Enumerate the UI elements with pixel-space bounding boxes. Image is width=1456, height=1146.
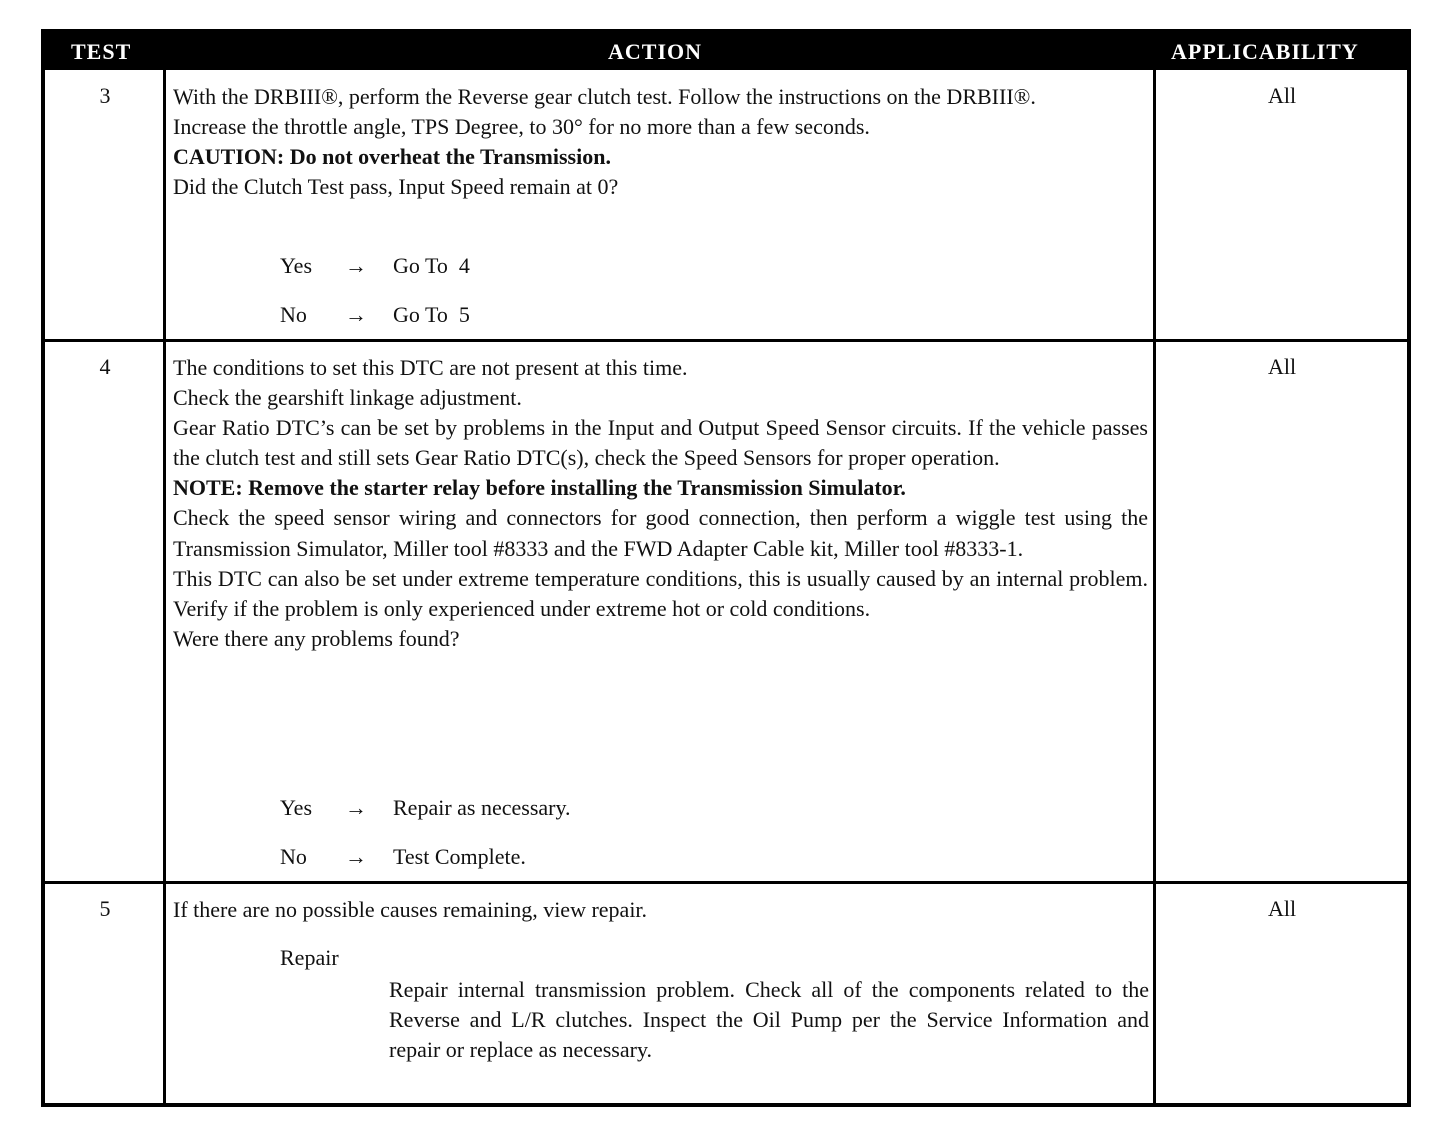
action-line: Check the speed sensor wiring and connectors for good connection, then perform a wiggle test using the Transmission Simulator, Miller tool #8333 and the FWD Adapter Cable kit, Miller tool #8333-1. <box>173 505 1148 561</box>
repair-instructions: Repair internal transmission problem. Check all of the components related to the Reverse and L/R clutches. Inspect the Oil Pump per the Service Information and repair or replace as necessary. <box>389 977 1149 1063</box>
applicability-value: All <box>1267 83 1297 108</box>
branch-answer-no: No <box>280 844 307 869</box>
branch-answer-yes: Yes <box>280 253 313 278</box>
action-line: Gear Ratio DTC’s can be set by problems in the Input and Output Speed Sensor circuits. If the vehicle passes the clutch test and still sets Gear Ratio DTC(s), check the Speed Sensors for proper operation. <box>173 415 1148 471</box>
right-arrow-icon: → <box>345 253 367 278</box>
test-number: 5 <box>99 896 111 921</box>
question-line: Did the Clutch Test pass, Input Speed remain at 0? <box>173 174 619 200</box>
row-divider <box>45 881 1407 884</box>
applicability-value: All <box>1267 896 1297 921</box>
diagnostic-test-table <box>41 29 1411 1107</box>
action-line: With the DRBIII®, perform the Reverse gear clutch test. Follow the instructions on the DRBIII®. <box>173 84 1036 109</box>
branch-answer-no: No <box>280 302 307 327</box>
right-arrow-icon: → <box>345 302 367 327</box>
right-arrow-icon: → <box>345 795 367 820</box>
test-number: 4 <box>99 354 111 379</box>
action-line: Check the gearshift linkage adjustment. <box>173 385 522 411</box>
action-line: If there are no possible causes remaining, view repair. <box>173 897 648 922</box>
action-text <box>173 82 1148 202</box>
branch-result: Test Complete. <box>393 844 526 869</box>
repair-label: Repair <box>280 945 339 970</box>
note-line: NOTE: Remove the starter relay before installing the Transmission Simulator. <box>173 475 906 501</box>
action-text <box>173 895 1148 925</box>
header-applicability: APPLICABILITY <box>1171 39 1359 64</box>
caution-line: CAUTION: Do not overheat the Transmission. <box>173 144 611 170</box>
column-divider <box>163 70 166 1103</box>
right-arrow-icon: → <box>345 844 367 869</box>
action-line: This DTC can also be set under extreme temperature conditions, this is usually caused by an internal problem. Verify if the problem is only experienced under extreme hot or cold conditions. <box>173 565 1148 621</box>
header-action: ACTION <box>608 39 703 64</box>
column-divider <box>1153 70 1156 1103</box>
branch-result: Repair as necessary. <box>393 795 571 820</box>
applicability-value: All <box>1267 354 1297 379</box>
question-line: Were there any problems found? <box>173 625 460 651</box>
branch-result: Go To 5 <box>393 302 470 327</box>
action-text <box>173 353 1148 654</box>
row-divider <box>45 339 1407 342</box>
branch-result: Go To 4 <box>393 253 470 278</box>
header-test: TEST <box>71 39 132 64</box>
action-line: Increase the throttle angle, TPS Degree, to 30° for no more than a few seconds. <box>173 114 870 140</box>
branch-answer-yes: Yes <box>280 795 313 820</box>
test-number: 3 <box>99 83 111 108</box>
table-header <box>45 33 1407 70</box>
action-line: The conditions to set this DTC are not present at this time. <box>173 355 688 380</box>
